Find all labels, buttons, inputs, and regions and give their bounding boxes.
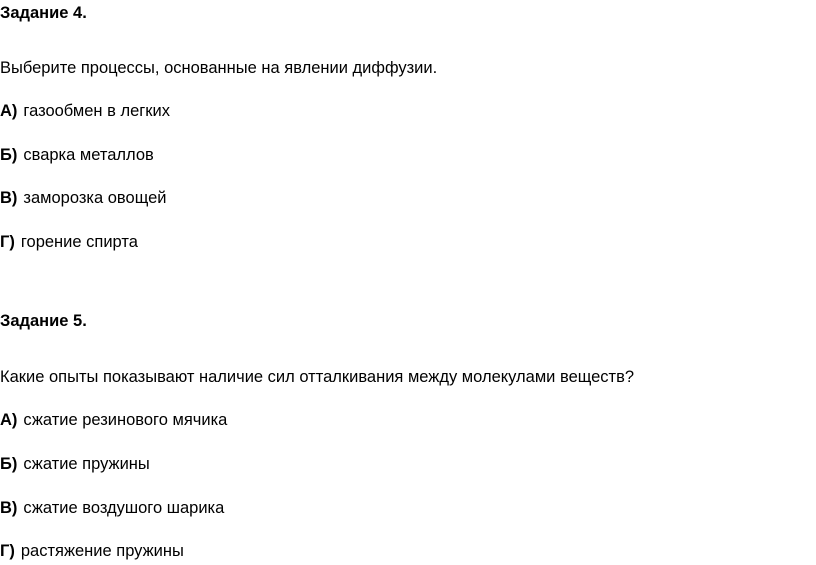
option-text: растяжение пружины — [20, 542, 184, 560]
option-letter: А) — [0, 411, 18, 429]
task-4-option-c — [0, 188, 166, 208]
option-text: заморозка овощей — [23, 189, 167, 207]
task-5-question: Какие опыты показывают наличие сил отталкивания между молекулами веществ? — [0, 368, 635, 386]
option-letter: Б) — [0, 146, 18, 164]
option-text: горение спирта — [20, 233, 138, 251]
option-text: сжатие пружины — [23, 455, 150, 473]
task-5-option-d — [0, 541, 184, 561]
option-text: сжатие воздушого шарика — [23, 499, 225, 517]
option-letter: Б) — [0, 455, 18, 473]
option-letter: В) — [0, 189, 18, 207]
task-4-option-a — [0, 101, 170, 121]
task-5-title: Задание 5. — [0, 312, 87, 330]
option-letter: Г) — [0, 233, 15, 251]
option-text: сварка металлов — [23, 146, 154, 164]
option-text: газообмен в легких — [23, 102, 170, 120]
task-5-option-a — [0, 410, 227, 430]
option-letter: Г) — [0, 542, 15, 560]
option-letter: В) — [0, 499, 18, 517]
task-4-option-b — [0, 145, 154, 165]
task-4-question: Выберите процессы, основанные на явлении диффузии. — [0, 59, 438, 77]
task-4-option-d — [0, 232, 138, 252]
task-4-title: Задание 4. — [0, 4, 87, 22]
option-letter: А) — [0, 102, 18, 120]
task-5-option-c — [0, 498, 224, 518]
option-text: сжатие резинового мячика — [23, 411, 228, 429]
task-5-option-b — [0, 454, 150, 474]
